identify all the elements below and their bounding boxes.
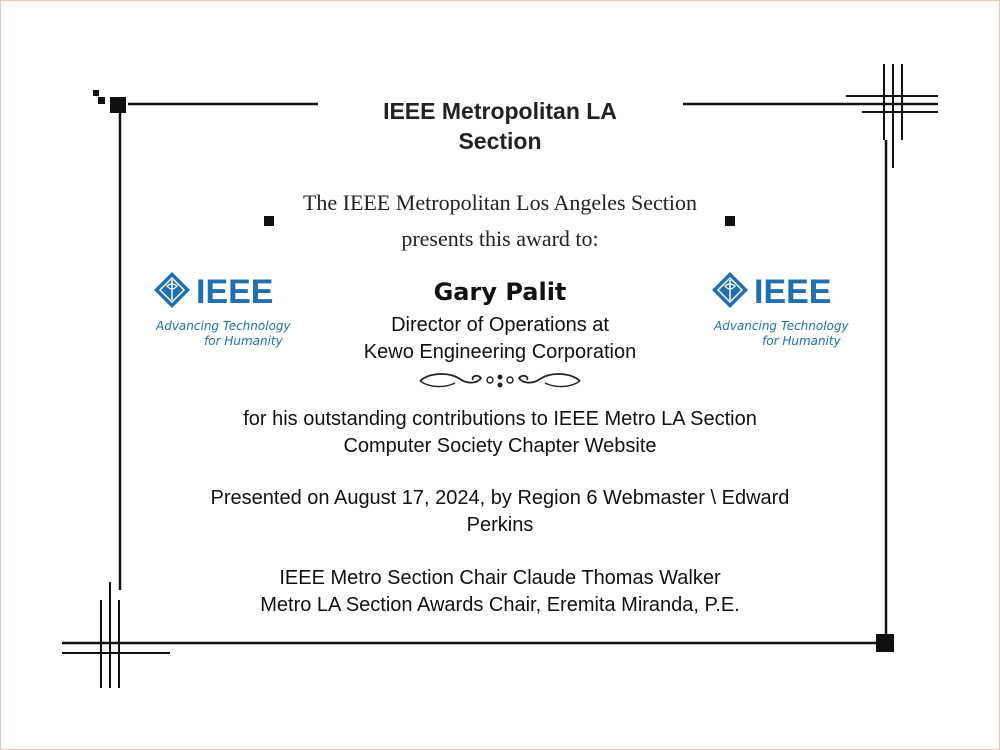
presented-line2: Perkins bbox=[466, 514, 534, 536]
presents-line2: presents this award to: bbox=[401, 226, 599, 251]
section-title-line2: Section bbox=[458, 128, 542, 154]
award-citation bbox=[0, 406, 1000, 460]
ieee-wordmark: IEEE bbox=[754, 273, 832, 311]
signers bbox=[0, 565, 1000, 619]
flourish-ornament bbox=[415, 368, 585, 394]
recipient-name: Gary Palit bbox=[433, 278, 567, 306]
ieee-tagline-line1: Advancing Technology bbox=[156, 319, 291, 333]
ieee-tagline-line1: Advancing Technology bbox=[714, 319, 849, 333]
signer-line1: IEEE Metro Section Chair Claude Thomas Walker bbox=[279, 567, 721, 589]
section-title bbox=[0, 96, 1000, 156]
citation-line2: Computer Society Chapter Website bbox=[343, 435, 657, 457]
recipient-title-line2: Kewo Engineering Corporation bbox=[363, 341, 637, 363]
ieee-wordmark: IEEE bbox=[196, 273, 274, 311]
citation-line1: for his outstanding contributions to IEEE Metro LA Section bbox=[243, 408, 757, 430]
recipient-title-line1: Director of Operations at bbox=[391, 314, 609, 336]
presents-statement bbox=[0, 185, 1000, 257]
ieee-tagline-line2: for Humanity bbox=[204, 334, 283, 348]
presents-line1: The IEEE Metropolitan Los Angeles Section bbox=[302, 190, 698, 215]
ieee-tagline-line2: for Humanity bbox=[762, 334, 841, 348]
frame-corner-square bbox=[876, 634, 894, 652]
presented-line1: Presented on August 17, 2024, by Region 6 Webmaster \ Edward bbox=[210, 487, 790, 509]
signer-line2: Metro LA Section Awards Chair, Eremita Miranda, P.E. bbox=[260, 594, 740, 616]
section-title-line1: IEEE Metropolitan LA bbox=[383, 98, 617, 124]
presented-statement bbox=[0, 485, 1000, 539]
recipient-title bbox=[0, 312, 1000, 366]
